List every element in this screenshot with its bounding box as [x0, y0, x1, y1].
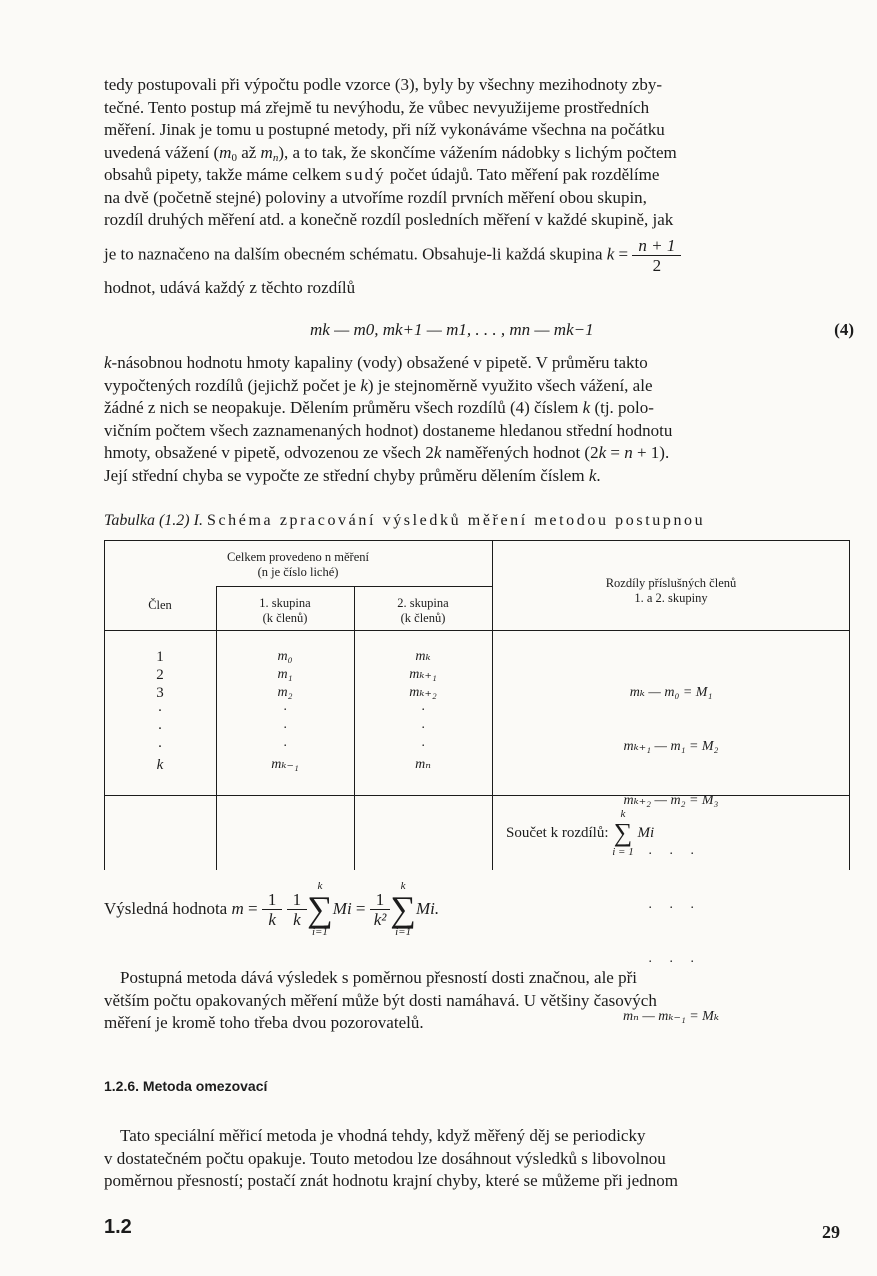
diff-cell: mₙ — mₖ₋₁ = Mₖ: [623, 1009, 719, 1024]
math-var: k: [598, 443, 607, 462]
text-line: hodnot, udává každý z těchto rozdílů: [104, 277, 356, 297]
text-line: [104, 236, 854, 275]
header-group2: [354, 596, 492, 626]
table-label: Tabulka (1.2) I.: [104, 512, 203, 529]
header-diffs-line2: 1. a 2. skupiny: [634, 591, 708, 605]
sum-upper-limit: k: [317, 880, 323, 892]
header-group2-line2: (k členů): [400, 611, 446, 625]
math-var: k: [360, 375, 368, 395]
diff-cell: mₖ₊₂ — m₂ = M₃: [623, 793, 719, 808]
text-line: tedy postupovali při výpočtu podle vzorce (3), byly by všechny mezihodnoty zby-: [104, 75, 663, 94]
fraction-denominator: 2: [652, 255, 662, 275]
text-span: ), a to tak, že skončíme vážením nádobky s lichým počtem: [278, 142, 677, 162]
table-caption: [104, 512, 854, 530]
math-var: k: [104, 353, 112, 372]
sum-lower-limit: i=1: [395, 926, 412, 938]
text-span: je to naznačeno na dalším obecném schématu. Obsahuje-li každá skupina: [104, 243, 603, 263]
result-formula: [104, 880, 864, 938]
group1-cell: ·: [283, 703, 287, 718]
text-span: vypočtených rozdílů (jejichž počet je: [104, 375, 361, 395]
text-line: měření je kromě toho třeba dvou pozorovatelů.: [104, 1013, 424, 1032]
group2-cell: mₖ: [415, 649, 431, 664]
header-group1-line2: (k členů): [262, 611, 308, 625]
text-span: ) je stejnoměrně využito všech vážení, ale: [367, 375, 653, 395]
diff-cell: · · ·: [648, 847, 694, 862]
sum-cell: [506, 808, 654, 858]
fraction-numerator: n + 1: [632, 236, 681, 256]
paragraph-4: [104, 1125, 854, 1193]
math-var: k: [433, 443, 442, 462]
text-line: [104, 375, 854, 398]
fraction-numerator: 1: [370, 890, 391, 910]
clen-cell: ·: [157, 703, 163, 719]
diff-cell: · · ·: [648, 901, 694, 916]
sigma-symbol: ∑: [307, 889, 333, 929]
sum-symbol: [390, 880, 416, 938]
math-var: k: [606, 243, 615, 263]
fraction-denominator: k²: [373, 909, 387, 929]
sum-upper-limit: k: [400, 880, 406, 892]
text-line: [104, 442, 854, 465]
sum-lower-limit: i = 1: [612, 846, 634, 858]
header-total-line1: Celkem provedeno n měření: [227, 550, 369, 564]
group2-cell: mₖ₊₂: [409, 685, 437, 700]
sum-symbol: [307, 880, 333, 938]
text-span: uvedená vážení (: [104, 142, 220, 162]
text-line: vičním počtem všech zaznamenaných hodnot) dostaneme hledanou střední hodnotu: [104, 420, 673, 440]
group2-cell: mₖ₊₁: [409, 667, 437, 682]
text-line: tečné. Tento postup má zřejmě tu nevýhodu, že vůbec nevyužijeme prostředních: [104, 97, 650, 117]
math-var: n: [624, 443, 633, 462]
fraction: [287, 890, 308, 929]
text-span: naměřených hodnot (2: [441, 443, 599, 462]
clen-cell: 2: [156, 667, 164, 683]
math-sub: 0: [231, 151, 237, 164]
fraction: [370, 890, 391, 929]
table-border-top: [104, 540, 850, 541]
header-diffs: [492, 576, 850, 606]
paragraph-2: [104, 352, 854, 487]
text-span: počet údajů. Tato měření pak rozdělíme: [385, 165, 660, 184]
paragraph-1: [104, 74, 854, 299]
text-span: =: [606, 443, 625, 462]
group2-column: [354, 648, 492, 774]
text-span: =: [614, 243, 633, 263]
text-line: měření. Jinak je tomu u postupné metody, při níž vykonáváme všechna na počátku: [104, 120, 665, 139]
diff-cell: mₖ₊₁ — m₁ = M₂: [623, 739, 719, 754]
clen-cell: ·: [157, 739, 163, 755]
text-line: [104, 164, 854, 187]
text-line: na dvě (početně stejné) poloviny a utvoříme rozdíl prvních měření obou skupin,: [104, 187, 647, 207]
text-span: (tj. polo-: [590, 398, 654, 417]
text-line: [104, 352, 854, 375]
math-var: m: [260, 142, 273, 162]
text-line: v dostatečném počtu opakuje. Touto metodou lze dosáhnout výsledků s libovolnou: [104, 1148, 666, 1168]
sigma-symbol: ∑: [613, 818, 633, 847]
text-line: Postupná metoda dává výsledek s poměrnou přesností dosti značnou, ale při: [120, 968, 637, 987]
fraction: [262, 890, 283, 929]
text-span: Její střední chyba se vypočte ze střední chyby průměru dělením číslem: [104, 465, 589, 485]
header-group1: [216, 596, 354, 626]
text-span: .: [596, 465, 601, 485]
group2-cell: ·: [421, 721, 425, 736]
header-diffs-line1: Rozdíly příslušných členů: [605, 576, 737, 590]
emphasis-text: sudý: [345, 165, 386, 184]
group1-column: [216, 648, 354, 774]
sigma-symbol: ∑: [390, 889, 416, 929]
fraction: [632, 236, 681, 275]
text-line: [104, 142, 854, 165]
diff-cell: · · ·: [648, 955, 694, 970]
page-number: 29: [822, 1222, 840, 1242]
group1-cell: ·: [283, 721, 287, 736]
section-heading: 1.2.6. Metoda omezovací: [104, 1078, 268, 1094]
header-total-line2: (n je číslo liché): [257, 565, 339, 579]
header-group2-line1: 2. skupina: [397, 596, 449, 610]
diff-cell: mₖ — m₀ = M₁: [629, 685, 713, 700]
text-line: [104, 465, 854, 488]
group1-cell: m₁: [277, 667, 293, 682]
text-line: rozdíl druhých měření atd. a konečně rozdíl posledních měření v každé skupině, jak: [104, 210, 674, 229]
sum-lower-limit: i=1: [311, 926, 328, 938]
table-title: Schéma zpracování výsledků měření metodou postupnou: [206, 512, 706, 529]
text-line: [104, 397, 854, 420]
clen-cell: 3: [156, 685, 164, 701]
clen-cell: ·: [157, 721, 163, 737]
text-span: =: [351, 899, 370, 918]
clen-cell: k: [156, 757, 164, 773]
equation-number: (4): [834, 320, 854, 339]
group1-cell: m₂: [277, 685, 293, 700]
sum-upper-limit: k: [620, 808, 626, 820]
sum-symbol: [612, 808, 633, 858]
fraction-denominator: k: [293, 909, 301, 929]
sum-term: Mi: [332, 899, 352, 918]
sum-term: Mi.: [415, 899, 440, 918]
text-span: + 1).: [632, 443, 670, 462]
header-group1-line1: 1. skupina: [259, 596, 311, 610]
sum-label: Součet k rozdílů:: [506, 825, 609, 841]
text-line: poměrnou přesností; postačí znát hodnotu krajní chyby, které se můžeme při jednom: [104, 1171, 678, 1190]
math-var: m: [219, 142, 232, 162]
math-var: m: [231, 899, 244, 918]
fraction-numerator: 1: [262, 890, 283, 910]
header-clen: Člen: [148, 598, 172, 612]
group1-cell: ·: [283, 739, 287, 754]
table-border-left: [104, 540, 105, 870]
group1-cell: mₖ₋₁: [271, 757, 299, 772]
clen-cell: 1: [156, 649, 164, 665]
math-var: k: [582, 398, 591, 417]
fraction-denominator: k: [268, 909, 276, 929]
group2-cell: ·: [421, 739, 425, 754]
paragraph-3: [104, 967, 854, 1035]
footer-section-number: 1.2: [104, 1216, 132, 1238]
text-span: hmoty, obsažené v pipetě, odvozenou ze všech 2: [104, 443, 434, 462]
text-span: =: [243, 899, 262, 918]
group1-cell: m₀: [277, 649, 293, 664]
equation-body: mk — m0, mk+1 — m1, . . . , mn — mk−1: [310, 320, 594, 339]
group2-cell: mₙ: [415, 757, 431, 772]
text-span: žádné z nich se neopakuje. Dělením průměru všech rozdílů (4) číslem: [104, 398, 583, 417]
text-span: -násobnou hodnotu hmoty kapaliny (vody) obsažené v pipetě. V průměru takto: [111, 353, 648, 372]
text-span: obsahů pipety, takže máme celkem: [104, 165, 346, 184]
math-var: k: [588, 465, 597, 485]
text-line: větším počtu opakovaných měření může být dosti namáhavá. U většiny časových: [104, 990, 657, 1010]
text-span: až: [236, 142, 261, 162]
text-line: Tato speciální měřicí metoda je vhodná tehdy, když měřený děj se periodicky: [120, 1126, 646, 1145]
group2-cell: ·: [421, 703, 425, 718]
result-label: Výsledná hodnota: [104, 899, 228, 918]
clen-column: [144, 648, 176, 774]
fraction-numerator: 1: [287, 890, 308, 910]
header-total: [104, 550, 492, 580]
sum-term: Mi: [637, 825, 655, 841]
math-sub: n: [272, 151, 279, 164]
